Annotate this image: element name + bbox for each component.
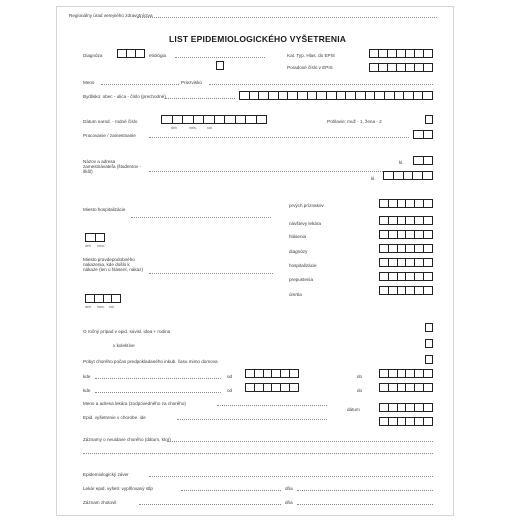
- from-line-2[interactable]: [95, 392, 221, 393]
- onset-code-boxes[interactable]: [85, 233, 105, 242]
- collective-check[interactable]: [425, 339, 433, 348]
- source-epid-label: O ročný prípad v epid. súvisl. idea + rodina: [83, 329, 171, 334]
- from-label-2: kde: [83, 388, 91, 393]
- onset-day-sub: deň: [85, 244, 91, 248]
- gender-label: Pohlavie: muž - 1, žena - 2: [327, 119, 382, 124]
- infection-year-sub: rok: [109, 305, 114, 309]
- employer-code-boxes[interactable]: [413, 156, 433, 165]
- first-symptoms-label: prvých príznakov: [289, 203, 324, 208]
- performer-line[interactable]: [139, 504, 281, 505]
- onset-label: Miesto hospitalizácie: [83, 207, 126, 212]
- surname-line[interactable]: [209, 84, 433, 85]
- etiology-check[interactable]: [216, 61, 224, 70]
- epidemiologist-label: Epidemiologický záver: [83, 472, 129, 477]
- form-title: LIST EPIDEMIOLOGICKÉHO VYŠETRENIA: [169, 34, 347, 44]
- date-boxes[interactable]: [379, 403, 433, 412]
- reporting-boxes[interactable]: [379, 230, 433, 239]
- surname-label: Priezvisko: [181, 80, 202, 85]
- death-boxes[interactable]: [379, 286, 433, 295]
- first-symptoms-boxes[interactable]: [379, 199, 433, 208]
- diagnostics-label: diagnózy: [289, 249, 308, 254]
- order-epis-label: Poradové číslo v EPIS: [287, 65, 333, 70]
- od-boxes-1[interactable]: [245, 369, 299, 378]
- contact-before-label: Pobyt chorého počas predpokladaného inkub. času mimo domova: [83, 359, 218, 364]
- diagnosis-boxes[interactable]: [117, 49, 145, 58]
- kat-type-label: Kat. Typ. Hlas. do EPIS: [287, 53, 335, 58]
- date-label: dátum: [347, 407, 360, 412]
- residence-label: Bydlisko: obec - ulica - číslo (prechodné): [83, 94, 166, 99]
- epid-measures-line[interactable]: [177, 419, 327, 420]
- hospitalization-boxes[interactable]: [379, 258, 433, 267]
- date-label-3: dňa: [285, 500, 293, 505]
- do-boxes-2[interactable]: [379, 383, 433, 392]
- date-boxes-2[interactable]: [379, 417, 433, 426]
- birth-month-sub: mes.: [189, 126, 197, 130]
- contact-before-check[interactable]: [425, 355, 433, 364]
- diagnostics-boxes[interactable]: [379, 244, 433, 253]
- birth-year-sub: rok: [207, 126, 212, 130]
- kat-type-boxes[interactable]: [369, 49, 433, 58]
- infection-day-sub: deň: [85, 305, 91, 309]
- authority-line[interactable]: [137, 17, 437, 18]
- date-line-2[interactable]: [297, 490, 433, 491]
- employment-line[interactable]: [149, 137, 409, 138]
- order-epis-boxes[interactable]: [369, 63, 433, 72]
- hospitalization-label: hospitalizácie: [289, 263, 317, 268]
- from-line-1[interactable]: [95, 378, 221, 379]
- death-label: úmrtia: [289, 292, 302, 297]
- epidemiologist-line[interactable]: [149, 476, 433, 477]
- birth-day-sub: deň: [171, 126, 177, 130]
- source-address-line[interactable]: [217, 405, 327, 406]
- onset-line[interactable]: [131, 217, 271, 218]
- notes-label: Záznamy o neuidave chorého (dátum, ktor): [83, 437, 171, 442]
- etiology-label: etiológia: [149, 53, 167, 58]
- discharge-boxes[interactable]: [379, 272, 433, 281]
- discharge-label: prepustenia: [289, 277, 314, 282]
- do-label-2: do: [357, 388, 363, 393]
- employment-boxes[interactable]: [413, 130, 433, 139]
- in-collective-label: v kolektíve: [113, 343, 135, 348]
- epidemiology-form-page: [56, 6, 454, 516]
- od-label-2: od: [227, 388, 233, 393]
- notes-line-2[interactable]: [83, 453, 433, 454]
- date-line-3[interactable]: [297, 504, 433, 505]
- onset-month-sub: mes.: [97, 244, 105, 248]
- employment-label: Pracovanie / zamestnanie: [83, 133, 136, 138]
- name-line[interactable]: [101, 84, 179, 85]
- source-address-label: Meno a adresa lekára (zodpovedného za chorého): [83, 401, 186, 406]
- infection-code-boxes[interactable]: [85, 294, 121, 303]
- first-visit-label: návštevy lekára: [289, 221, 321, 226]
- diagnosis-label: Diagnóza: [83, 53, 103, 58]
- do-label-1: do: [357, 374, 363, 379]
- od-boxes-2[interactable]: [245, 383, 299, 392]
- notes-line-1[interactable]: [167, 441, 433, 442]
- infection-place-line[interactable]: [149, 273, 273, 274]
- performer-label: Záznam zhotovil: [83, 500, 117, 505]
- residence-line[interactable]: [165, 98, 235, 99]
- epid-measures-label: Epid. vyšetrenie v chorobe. ide: [83, 415, 146, 420]
- employer-label: Názov a adresa zamestnávateľa (študentov - škôl): [83, 159, 142, 174]
- kl2-label: kl.: [371, 176, 376, 181]
- signature-note-label: Lekár epid. vyšetr. vyplňovaný stĺp: [83, 486, 153, 491]
- infection-place-label: Miesto pravdepodobného nakazenia, kde došlo k nákaze (len u hlásení, nákaz): [83, 257, 144, 272]
- od-label-1: od: [227, 374, 233, 379]
- do-boxes-1[interactable]: [379, 369, 433, 378]
- birth-date-label: Dátum narod. - rodné číslo: [83, 119, 138, 124]
- employer-okres-boxes[interactable]: [383, 171, 433, 180]
- first-visit-boxes[interactable]: [379, 216, 433, 225]
- from-label-1: kde: [83, 374, 91, 379]
- gender-check[interactable]: [425, 115, 433, 124]
- birth-date-boxes[interactable]: [161, 115, 267, 124]
- date-label-2: dňa: [285, 486, 293, 491]
- infection-month-sub: mes.: [97, 305, 105, 309]
- authority-label: Regionálny úrad verejného zdravotníctva: [69, 13, 153, 18]
- employer-line[interactable]: [149, 171, 389, 172]
- signature-note-line[interactable]: [181, 490, 281, 491]
- residence-boxes[interactable]: [239, 91, 433, 100]
- kl-label: kl.: [399, 160, 404, 165]
- reporting-label: hlásenia: [289, 234, 307, 239]
- etiology-line[interactable]: [175, 57, 265, 58]
- source-epid-check[interactable]: [425, 323, 433, 332]
- name-label: Meno: [83, 80, 95, 85]
